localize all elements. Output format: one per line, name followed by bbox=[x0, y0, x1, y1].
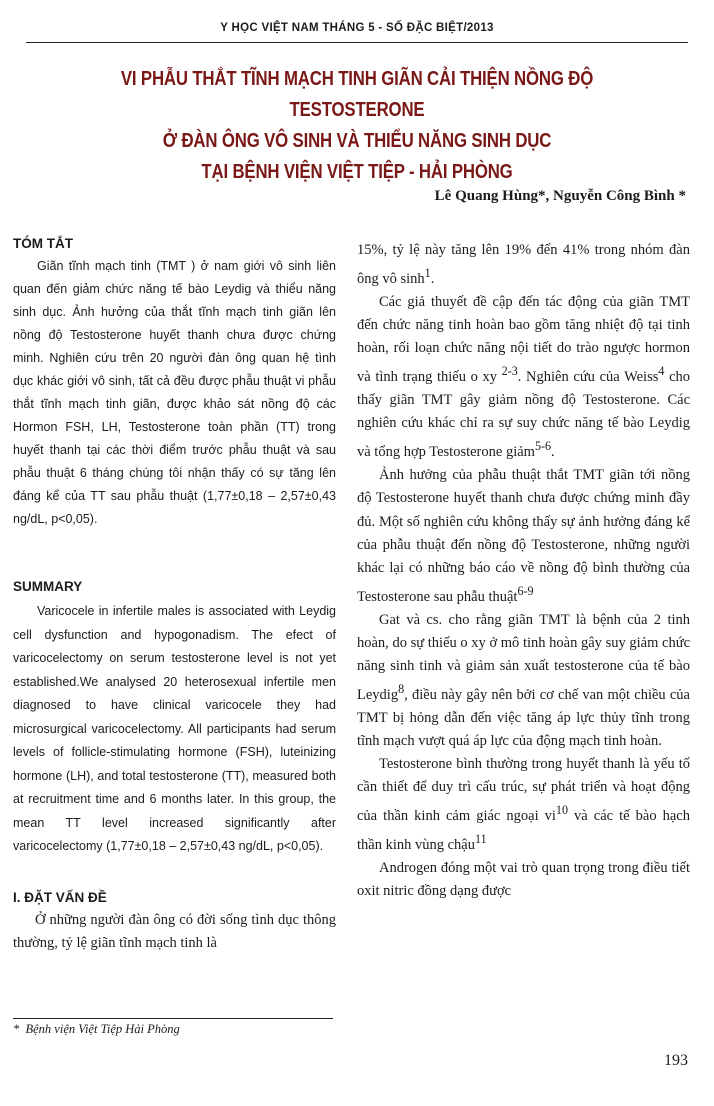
journal-header: Y HỌC VIỆT NAM THÁNG 5 - SỐ ĐẶC BIỆT/2013 bbox=[220, 22, 494, 34]
body-paragraph: Gat và cs. cho rằng giãn TMT là bệnh của 2 tinh hoàn, do sự thiếu o xy ở mô tinh hoàn gây suy giảm chức năng sinh tinh và giảm sản xuất testosterone của tế bào Leydig$^8$, điều này gây nên bởi cơ chế van một chiều của TMT bị hỏng dẫn đến việc tăng áp lực thủy tĩnh trong tĩnh mạch vượt quá áp lực của động mạch tinh hoàn. bbox=[357, 611, 690, 750]
citation: 8 bbox=[398, 682, 405, 696]
summary-heading: SUMMARY bbox=[13, 579, 83, 594]
intro-heading: I. ĐẶT VẤN ĐỀ bbox=[13, 890, 107, 905]
citation: 2-3 bbox=[501, 364, 518, 379]
title-line: Ở ĐÀN ÔNG VÔ SINH VÀ THIỂU NĂNG SINH DỤC bbox=[162, 130, 552, 152]
article-title bbox=[74, 64, 640, 188]
citation: 11 bbox=[475, 832, 487, 847]
body-paragraph: Các giả thuyết đề cập đến tác động của giãn TMT đến chức năng tinh hoàn bao gồm tăng nhiệt độ tại tinh hoàn, rối loạn chức năng nội tiết do trào ngược hormon và tình trạng thiếu o xy $^{2-3}$. Nghiên cứu của Weiss$^4$ cho thấy giãn TMT gây giảm nồng độ Testosterone. Các nghiên cứu khác chỉ ra sự suy chức năng tế bào Leydig và tổng hợp Testosterone giảm$^{5-6}$. bbox=[357, 294, 691, 461]
body-paragraph: Ảnh hưởng của phẫu thuật thắt TMT giãn tới nồng độ Testosterone huyết thanh chưa được chứng minh đầy đủ. Một số nghiên cứu không thấy sự ảnh hưởng đáng kể của phẫu thuật đến nồng độ Testosterone, những người khác lại có những báo cáo về nồng độ bình thường của Testosterone sau phẫu thuật$^{6-9}$ bbox=[357, 467, 690, 605]
citation: 5-6 bbox=[534, 439, 552, 454]
body-paragraph: Androgen đóng một vai trò quan trọng trong điều tiết oxit nitric đồng dạng được bbox=[357, 860, 690, 900]
title-line: VI PHẪU THẮT TĨNH MẠCH TINH GIÃN CẢI THIỆN NỒNG ĐỘ TESTOSTERONE bbox=[120, 68, 594, 121]
body-right-column bbox=[357, 239, 690, 903]
abstract-vi-section bbox=[13, 236, 336, 531]
authors: Lê Quang Hùng*, Nguyễn Công Bình * bbox=[434, 188, 686, 204]
intro-section bbox=[13, 890, 336, 955]
page-number: 193 bbox=[664, 1052, 688, 1069]
abstract-vi-text: Giãn tĩnh mạch tinh (TMT ) ở nam giới vô sinh liên quan đến giảm chức năng tế bào Leydig và thiểu năng sinh dục. Ảnh hưởng của thắt tĩnh mạch tinh giãn lên nồng độ Testosterone huyết thanh chưa được chứng minh. Nghiên cứu trên 20 người đàn ông quan hệ tình dục khác giới vô sinh, tất cả đều được phẫu thuật vi phẫu thắt tĩnh mạch tinh giãn, được khảo sát nồng độ các Hormon FSH, LH, Testosterone toàn phần (TT) trong huyết thanh tại các thời điểm trước phẫu thuật và sau phẫu thuật 6 tháng chúng tôi nhận thấy có sự tăng lên đáng kể của TT sau phẫu thuật (1,77±0,18 – 2,57±0,43 ng/dL, p<0,05). bbox=[13, 259, 336, 526]
summary-section bbox=[13, 579, 336, 859]
citation: 10 bbox=[555, 803, 568, 818]
footnote-rule bbox=[13, 1018, 333, 1019]
footnote bbox=[13, 1022, 180, 1037]
header-rule bbox=[26, 42, 688, 43]
intro-paragraph: Ở những người đàn ông có đời sống tình dục thông thường, tỷ lệ giãn tĩnh mạch tinh là bbox=[13, 912, 336, 951]
title-line: TẠI BỆNH VIỆN VIỆT TIỆP - HẢI PHÒNG bbox=[201, 161, 513, 183]
body-paragraph: 15%, tỷ lệ này tăng lên 19% đến 41% trong nhóm đàn ông vô $\sinh^1$. bbox=[357, 242, 690, 287]
footnote-marker: * bbox=[13, 1022, 20, 1036]
abstract-vi-heading: TÓM TẮT bbox=[13, 236, 73, 251]
citation: 4 bbox=[658, 364, 665, 379]
footnote-text: Bệnh viện Việt Tiệp Hải Phòng bbox=[25, 1022, 180, 1036]
body-paragraph: Testosterone bình thường trong huyết thanh là yếu tố cần thiết để duy trì cấu trúc, sự phát triển và hoạt động của thần kinh cảm giác ngoại $vi^{10}$ và các tế bào hạch thần kinh vùng chậu$^{11}$ bbox=[357, 756, 690, 854]
citation: 1 bbox=[424, 266, 431, 281]
summary-text: Varicocele in infertile males is associated with Leydig cell dysfunction and hypogonadism. The efect of varicocelectomy on serum testosterone level is not yet established.We analysed 20 heterosexual infertile men diagnosed to have clinical varicocele they had microsurgical varicocelectomy. All participants had serum levels of follicle-stimulating hormone (FSH), luteinizing hormone (LH), and total testosterone (TT), measured both at recruitment time and 6 months later. In this group, the mean TT level increased significantly after varicocelectomy (1,77±0,18 – 2,57±0,43 ng/dL, p<0,05). bbox=[13, 604, 336, 853]
citation: 6-9 bbox=[517, 583, 534, 598]
